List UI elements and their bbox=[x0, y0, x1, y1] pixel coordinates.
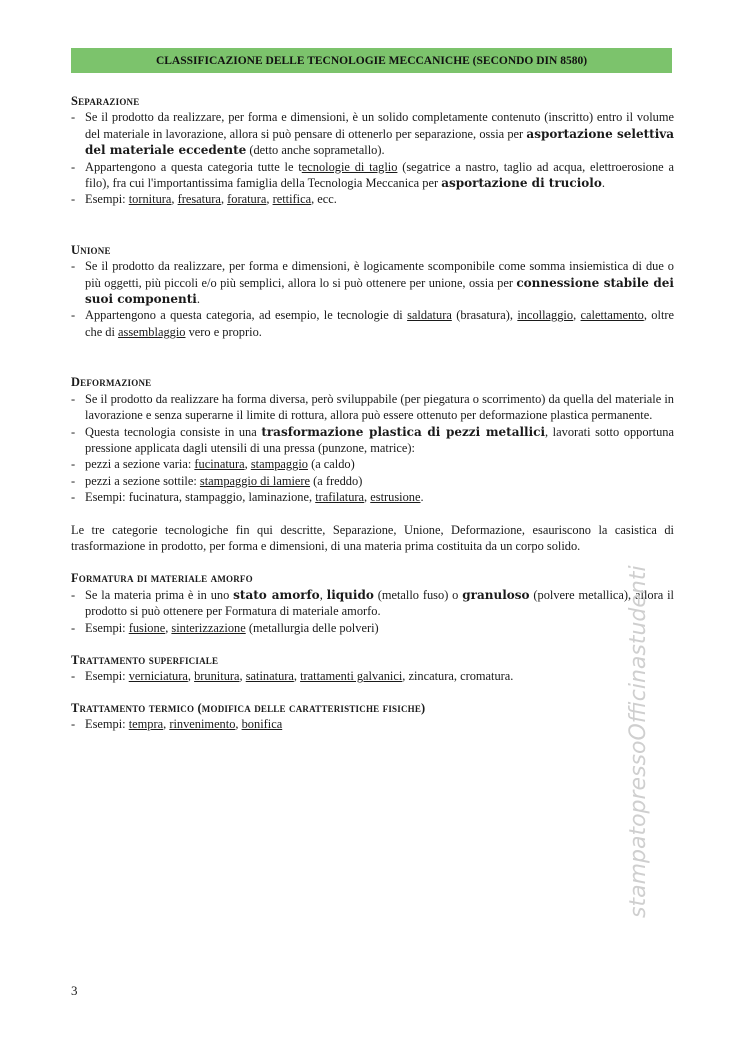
bullet-list bbox=[71, 716, 674, 732]
section-heading: Formatura di materiale amorfo bbox=[71, 571, 253, 586]
bullet-list bbox=[71, 391, 674, 506]
document-title: CLASSIFICAZIONE DELLE TECNOLOGIE MECCANICHE (SECONDO DIN 8580) bbox=[155, 54, 588, 67]
list-item: - Esempi: tempra, rinvenimento, bonifica bbox=[71, 716, 674, 732]
section-heading: Unione bbox=[71, 242, 111, 257]
bullet-list bbox=[71, 109, 674, 207]
section-formatura-amorfo bbox=[71, 570, 674, 636]
list-item: - Se il prodotto da realizzare, per forma e dimensioni, è un solido completamente contenuto (inscritto) entro il volume del materiale in lavorazione, allora si può pensare di ottenerlo per separazione, ossia per asportazione selettiva del materiale eccedente (detto anche soprametallo). bbox=[71, 109, 674, 158]
section-trattamento-termico bbox=[71, 700, 674, 733]
list-item: - Esempi: tornitura, fresatura, foratura, rettifica, ecc. bbox=[71, 191, 674, 207]
list-item: - Esempi: fucinatura, stampaggio, laminazione, trafilatura, estrusione. bbox=[71, 489, 674, 505]
list-item: - Se il prodotto da realizzare, per forma e dimensioni, è logicamente scomponibile come somma insiemistica di due o più oggetti, più piccoli e/o più semplici, allora lo si può ottenere per unione, ossia per connessione stabile dei suoi componenti. bbox=[71, 258, 674, 307]
list-item: - Se la materia prima è in uno stato amorfo, liquido (metallo fuso) o granuloso (polvere metallica), allora il prodotto si può ottenere per Formatura di materiale amorfo. bbox=[71, 587, 674, 620]
list-item: - Esempi: verniciatura, brunitura, satinatura, trattamenti galvanici, zincatura, cromatura. bbox=[71, 668, 674, 684]
section-deformazione bbox=[71, 374, 674, 505]
section-separazione bbox=[71, 93, 674, 208]
page-number: 3 bbox=[71, 983, 78, 998]
list-item: - pezzi a sezione sottile: stampaggio di lamiere (a freddo) bbox=[71, 473, 674, 489]
list-item: - Esempi: fusione, sinterizzazione (metallurgia delle polveri) bbox=[71, 620, 674, 636]
section-heading: Deformazione bbox=[71, 375, 152, 390]
bullet-list bbox=[71, 587, 674, 636]
list-item: - Appartengono a questa categoria tutte le tecnologie di taglio (segatrice a nastro, taglio ad acqua, elettroerosione a filo), fra cui l'importantissima famiglia della Tecnologia Meccanica per asportazione di truciolo. bbox=[71, 159, 674, 192]
list-item: - Appartengono a questa categoria, ad esempio, le tecnologie di saldatura (brasatura), incollaggio, calettamento, oltre che di assemblaggio vero e proprio. bbox=[71, 307, 674, 340]
document-body bbox=[71, 93, 674, 733]
watermark bbox=[626, 565, 744, 943]
document-title-bar bbox=[71, 48, 672, 73]
summary-paragraph: Le tre categorie tecnologiche fin qui descritte, Separazione, Unione, Deformazione, esauriscono la casistica di trasformazione in prodotto, per forma e dimensioni, di una materia prima costituita da un corpo solido. bbox=[71, 522, 674, 553]
section-trattamento-superficiale bbox=[71, 652, 674, 685]
watermark-text: stampatopressoOfficinastudenti bbox=[626, 565, 651, 918]
section-heading: Trattamento termico (modifica delle caratteristiche fisiche) bbox=[71, 700, 426, 715]
list-item: - Se il prodotto da realizzare ha forma diversa, però sviluppabile (per piegatura o scorrimento) da quella del materiale in lavorazione e senza superarne il limite di rottura, allora può essere ottenuto per deformazione plastica permanente. bbox=[71, 391, 674, 424]
list-item: - Questa tecnologia consiste in una trasformazione plastica di pezzi metallici, lavorati sotto opportuna pressione applicata dagli utensili di una pressa (punzone, matrice): bbox=[71, 424, 674, 457]
section-heading: Trattamento superficiale bbox=[71, 652, 219, 667]
section-unione bbox=[71, 242, 674, 340]
bullet-list bbox=[71, 668, 674, 684]
list-item: - pezzi a sezione varia: fucinatura, stampaggio (a caldo) bbox=[71, 456, 674, 472]
bullet-list bbox=[71, 258, 674, 340]
section-heading: Separazione bbox=[71, 94, 140, 108]
